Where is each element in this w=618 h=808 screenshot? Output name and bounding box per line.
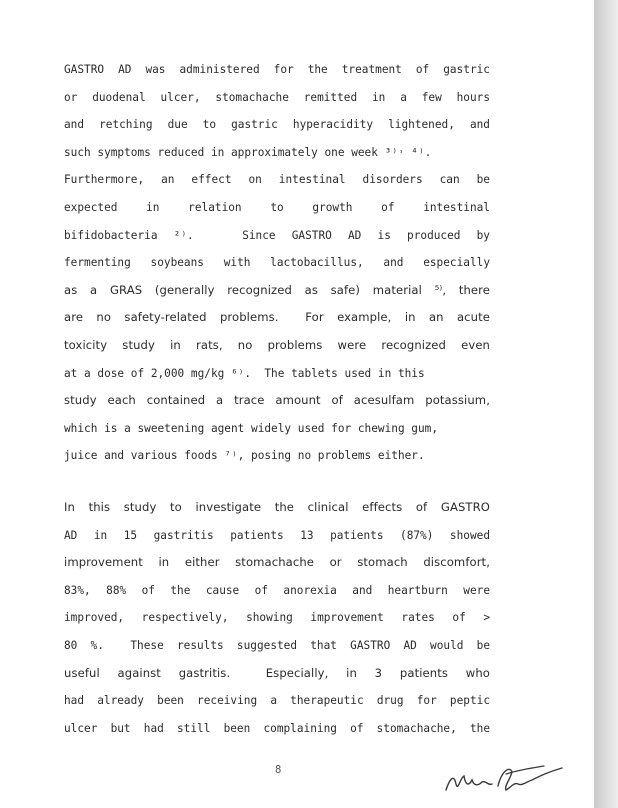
signature xyxy=(440,760,570,796)
text-line: such symptoms reduced in approximately one week ³⁾˒ ⁴⁾. xyxy=(64,145,432,159)
text-line: useful against gastritis. Especially, in 3 patients who xyxy=(64,665,490,680)
page-number: 8 xyxy=(275,764,282,776)
text-line: as a GRAS (generally recognized as safe) material ⁵⁾, there xyxy=(64,282,490,297)
text-line: or duodenal ulcer, stomachache remitted in a few hours xyxy=(64,90,490,104)
text-line: juice and various foods ⁷⁾, posing no problems either. xyxy=(64,449,425,463)
paragraph-gastro-ad-background xyxy=(64,56,490,470)
page-edge-shadow xyxy=(594,0,618,808)
text-line: and retching due to gastric hyperacidity lightened, and xyxy=(64,118,490,132)
text-line: improved, respectively, showing improvement rates of > xyxy=(64,611,490,625)
text-line: Furthermore, an effect on intestinal disorders can be xyxy=(64,173,490,187)
text-line: at a dose of 2,000 mg/kg ⁶⁾. The tablets used in this xyxy=(64,366,425,380)
text-line: toxicity study in rats, no problems were recognized even xyxy=(64,337,490,352)
text-line: AD in 15 gastritis patients 13 patients (87%) showed xyxy=(64,528,490,542)
paragraph-study-results xyxy=(64,494,490,742)
text-line: In this study to investigate the clinical effects of GASTRO xyxy=(64,500,490,514)
text-line: 83%, 88% of the cause of anorexia and heartburn were xyxy=(64,583,490,597)
text-line: had already been receiving a therapeutic drug for peptic xyxy=(64,694,490,708)
text-line: expected in relation to growth of intestinal xyxy=(64,200,490,214)
text-line: bifidobacteria ²⁾. Since GASTRO AD is produced by xyxy=(64,228,490,242)
text-line: improvement in either stomachache or stomach discomfort, xyxy=(64,555,490,570)
text-line: are no safety-related problems. For example, in an acute xyxy=(64,310,490,325)
text-line: study each contained a trace amount of acesulfam potassium, xyxy=(64,393,490,408)
text-line: fermenting soybeans with lactobacillus, and especially xyxy=(64,256,490,270)
text-line: which is a sweetening agent widely used for chewing gum, xyxy=(64,421,439,435)
text-line: GASTRO AD was administered for the treatment of gastric xyxy=(64,63,490,76)
text-line: 80 %. These results suggested that GASTRO AD would be xyxy=(64,638,490,652)
text-line: ulcer but had still been complaining of stomachache, the xyxy=(64,721,490,735)
